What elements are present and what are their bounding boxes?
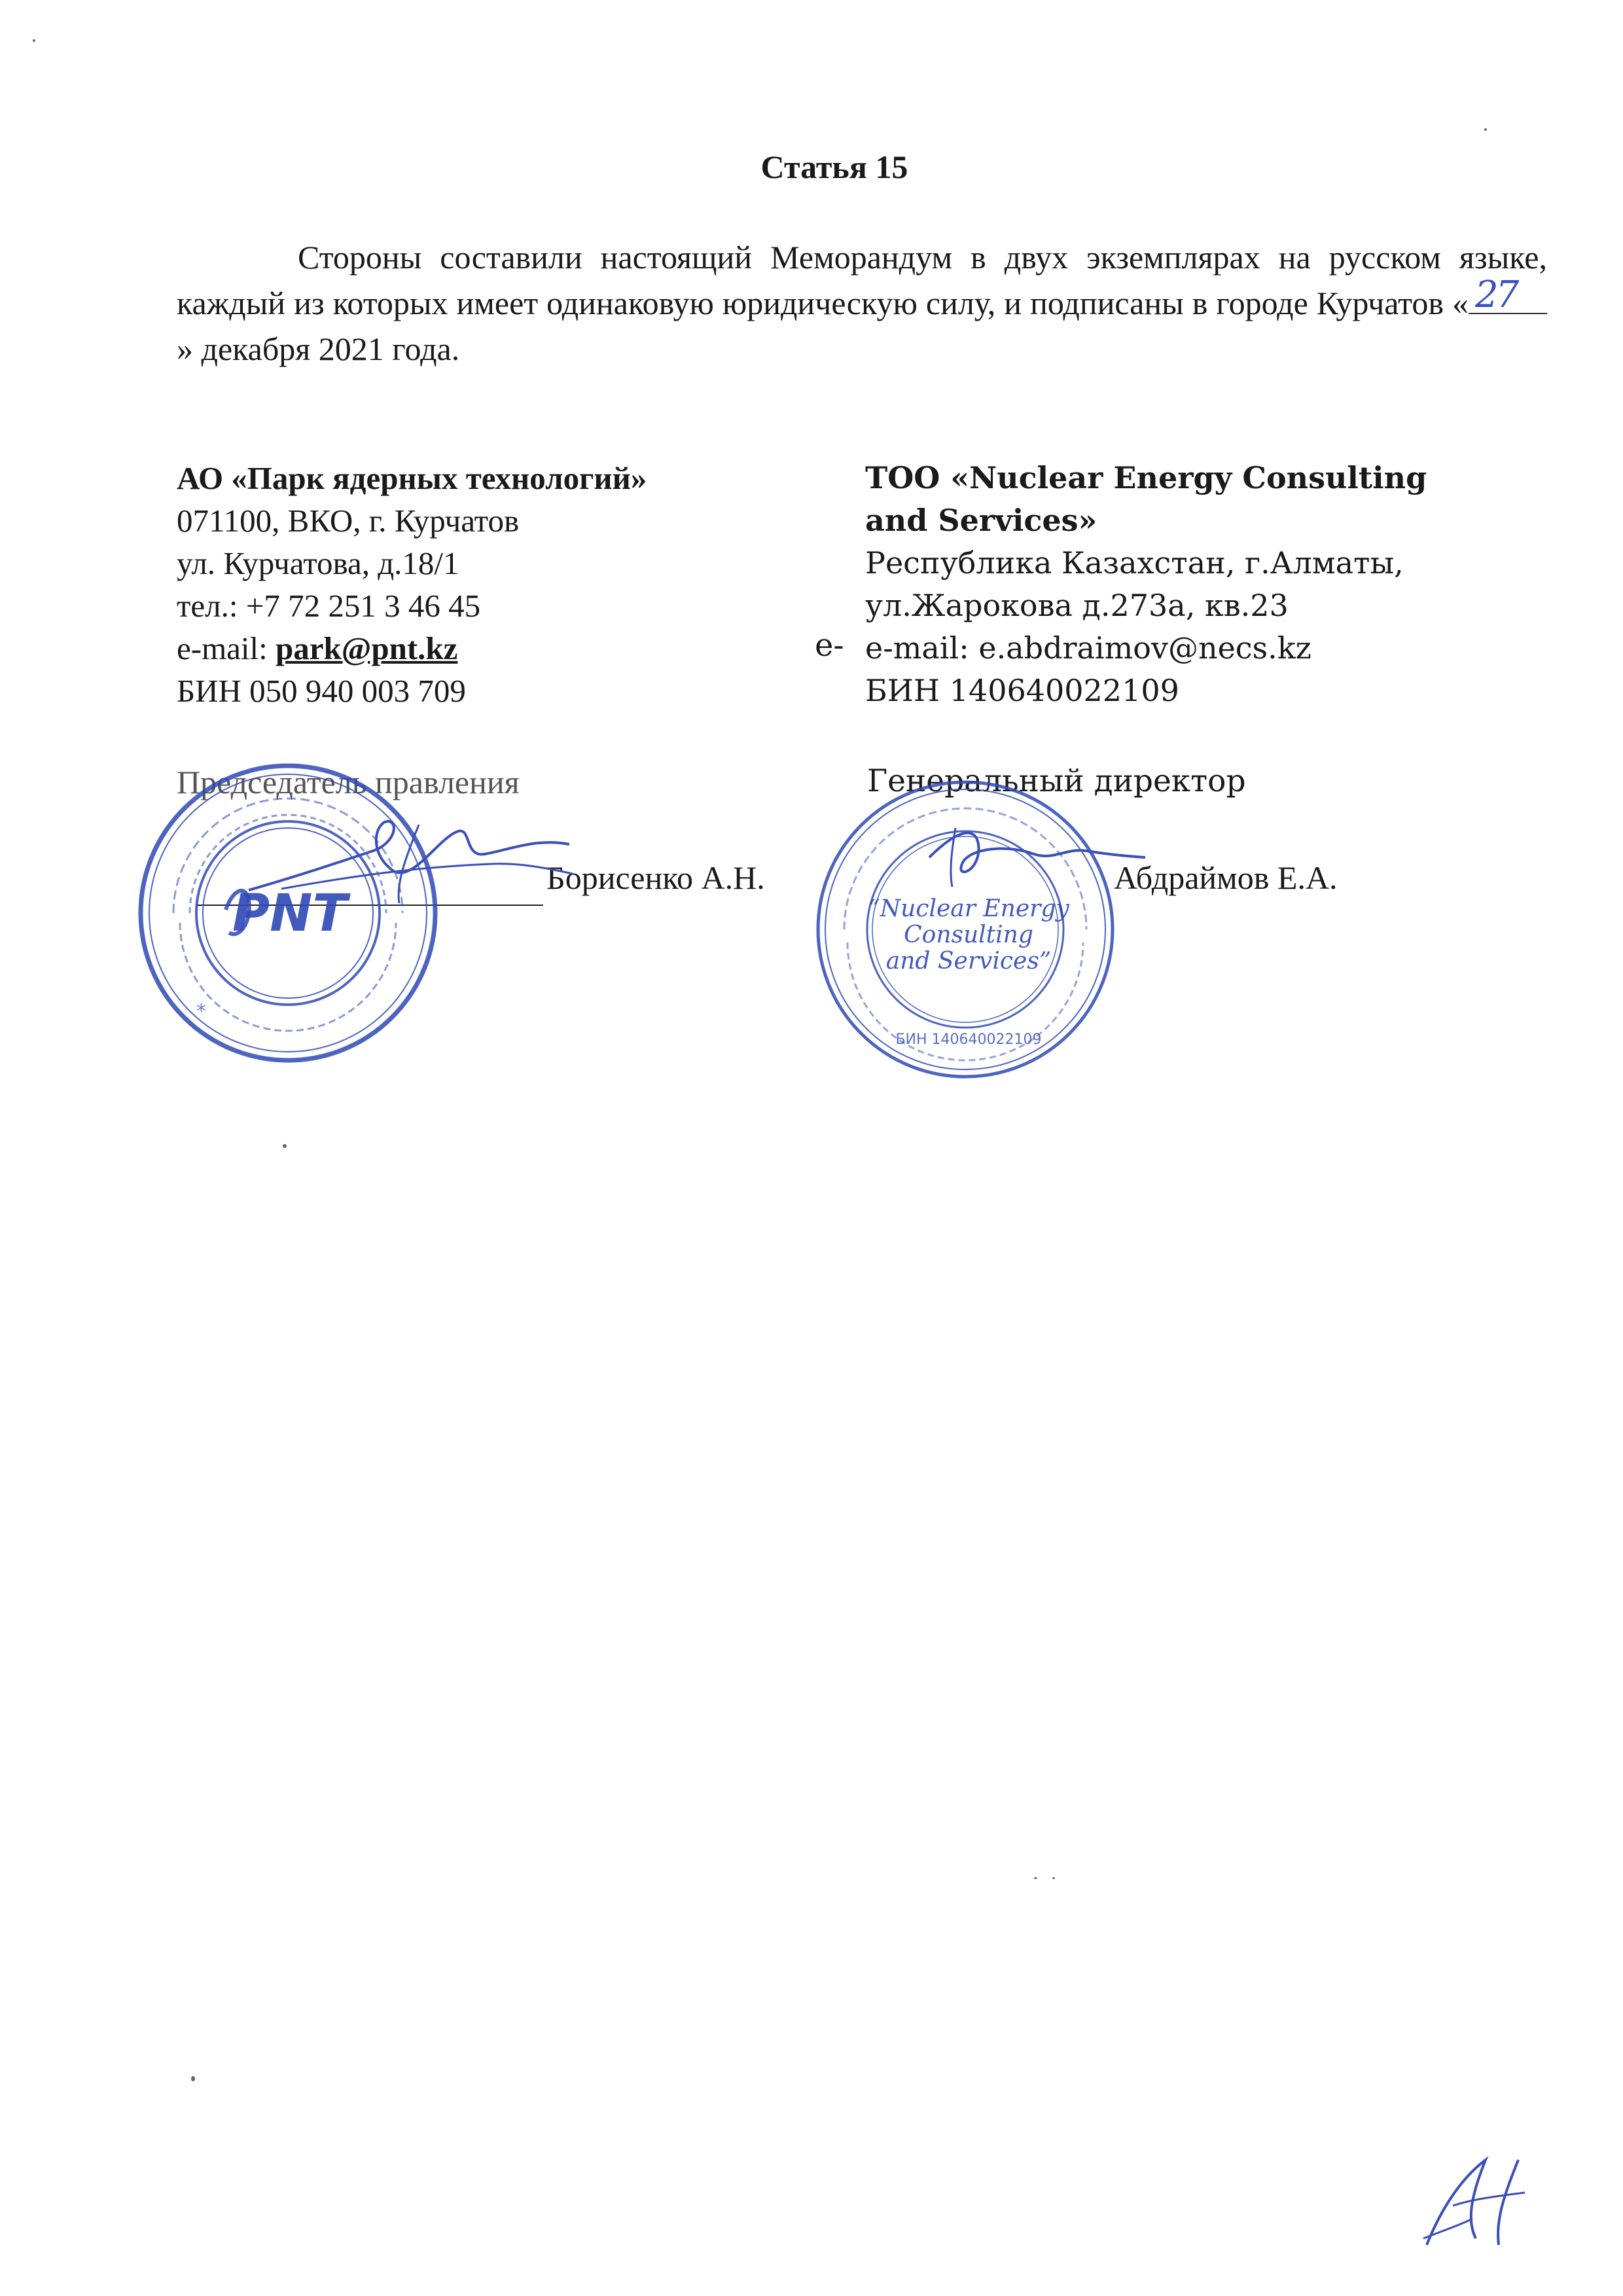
- left-party-email-link[interactable]: park@pnt.kz: [276, 630, 458, 666]
- left-signer-name: Борисенко А.Н.: [546, 859, 765, 896]
- scan-speck: [33, 39, 35, 42]
- left-handwritten-signature: [242, 812, 576, 910]
- left-party-address-1: 071100, ВКО, г. Курчатов: [177, 503, 520, 539]
- scan-speck: [1052, 1877, 1055, 1879]
- left-party-phone: тел.: +7 72 251 3 46 45: [177, 588, 481, 624]
- paragraph-text-start: Стороны составили настоящий Меморандум в двух экземплярах на русском языке, каждый из которых имеет одинаковую юридическую силу, и подписаны в городе Курчатов «: [177, 239, 1547, 321]
- left-party-email-line: [177, 627, 831, 670]
- necs-stamp-bin: БИН 140640022109: [895, 1031, 1042, 1048]
- right-party-address-2: ул.Жарокова д.273а, кв.23: [865, 588, 1289, 623]
- left-party-details: [177, 457, 831, 712]
- right-party-details: [865, 457, 1585, 712]
- right-party-address-1: Республика Казахстан, г.Алматы,: [865, 545, 1404, 581]
- right-party-bin: БИН 140640022109: [865, 673, 1179, 708]
- scan-speck: [1034, 1877, 1037, 1879]
- right-handwritten-signature: [916, 818, 1152, 890]
- left-party-bin: БИН 050 940 003 709: [177, 673, 466, 709]
- svg-text:*: *: [196, 1000, 206, 1023]
- left-party-email-label: e-mail:: [177, 630, 276, 666]
- left-signer-role: Председатель правления: [177, 764, 520, 800]
- closing-paragraph: [177, 234, 1547, 372]
- scan-speck: [1484, 128, 1487, 131]
- pnt-stamp-logo: PNT: [232, 884, 348, 943]
- left-party-name: АО «Парк ядерных технологий»: [177, 460, 647, 496]
- scan-speck: [191, 2076, 195, 2081]
- right-party-email[interactable]: e-mail: e.abdraimov@necs.kz: [865, 630, 1311, 666]
- paragraph-text-end: » декабря 2021 года.: [177, 331, 460, 367]
- necs-stamp-text-1: “Nuclear Energy: [868, 895, 1069, 922]
- article-title: Статья 15: [760, 149, 908, 185]
- stray-prefix-text: e-: [815, 627, 844, 664]
- pnt-stamp-seal: [134, 759, 442, 1067]
- left-party-address-2: ул. Курчатова, д.18/1: [177, 545, 459, 581]
- right-signer-name: Абдраймов Е.А.: [1114, 859, 1338, 896]
- right-party-name-2: and Services»: [865, 503, 1097, 538]
- day-blank: [1469, 274, 1547, 316]
- right-signer-role: Генеральный директор: [867, 763, 1246, 799]
- necs-stamp-text-3: and Services”: [885, 948, 1052, 975]
- page-initials-signature: [1414, 2153, 1538, 2251]
- scan-speck: [283, 1144, 287, 1148]
- necs-stamp-text-2: Consulting: [904, 922, 1033, 948]
- right-party-name-1: ТОО «Nuclear Energy Consulting: [865, 460, 1427, 495]
- handwritten-day: 27: [1475, 274, 1517, 316]
